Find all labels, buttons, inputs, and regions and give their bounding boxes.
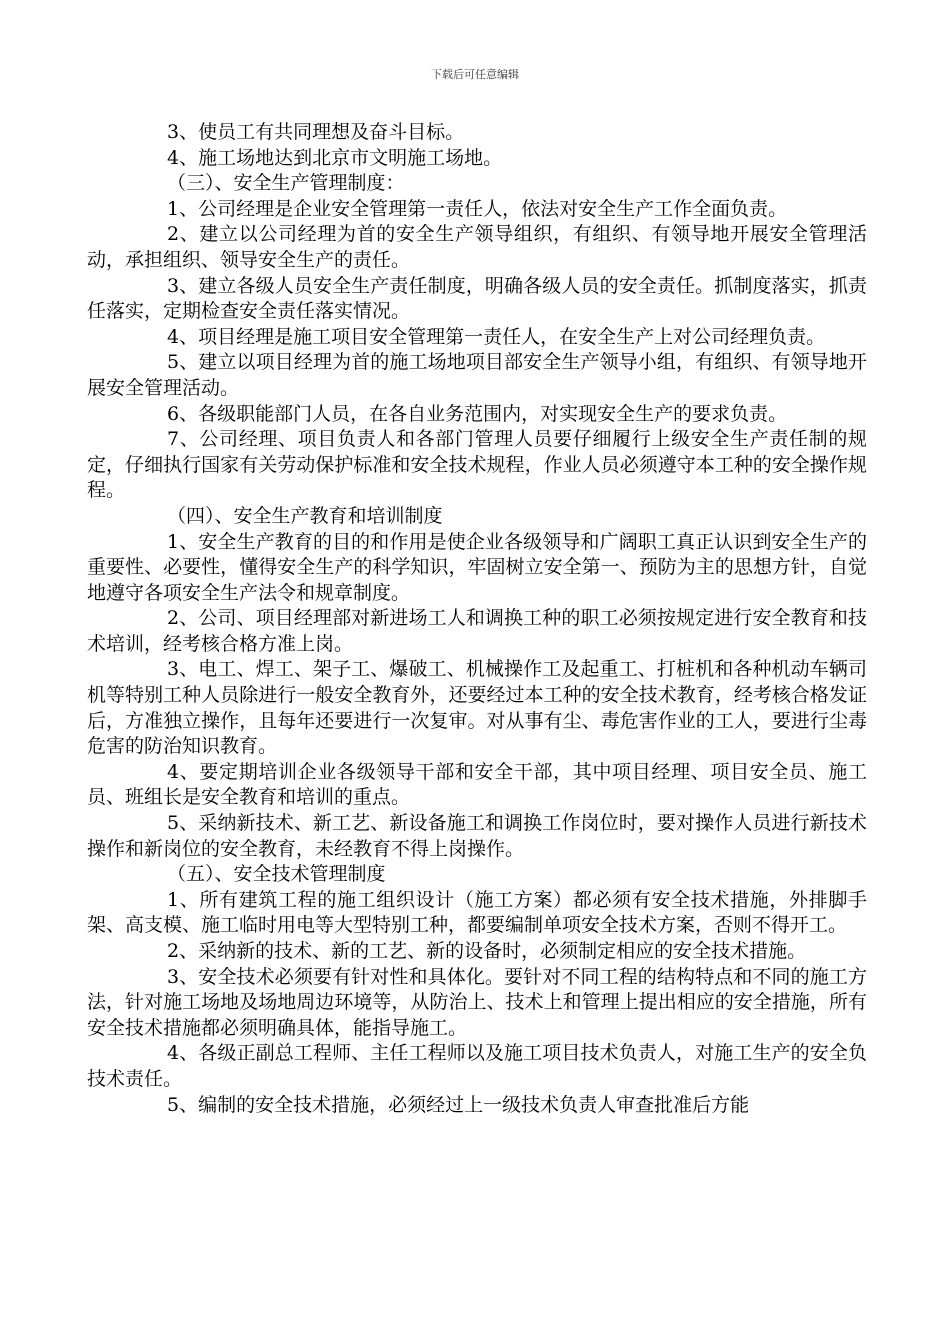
paragraph: 4、项目经理是施工项目安全管理第一责任人，在安全生产上对公司经理负责。 xyxy=(167,325,826,348)
paragraph: 5、建立以项目经理为首的施工场地项目部安全生产领导小组，有组织、有领导地开展安全管理活动。 xyxy=(87,351,867,399)
paragraph: 2、公司、项目经理部对新进场工人和调换工种的职工必须按规定进行安全教育和技术培训，经考核合格方准上岗。 xyxy=(87,607,867,655)
section-heading: （五）、安全技术管理制度 xyxy=(167,863,386,886)
paragraph: 4、施工场地达到北京市文明施工场地。 xyxy=(167,146,503,169)
paragraph: 2、采纳新的技术、新的工艺、新的设备时，必须制定相应的安全技术措施。 xyxy=(167,940,807,962)
paragraph: 1、所有建筑工程的施工组织设计（施工方案）都必须有安全技术措施，外排脚手架、高支模、施工临时用电等大型特别工种，都要编制单项安全技术方案，否则不得开工。 xyxy=(87,888,867,937)
paragraph: 3、使员工有共同理想及奋斗目标。 xyxy=(167,121,465,143)
paragraph: 4、各级正副总工程师、主任工程师以及施工项目技术负责人，对施工生产的安全负技术责任。 xyxy=(87,1042,867,1090)
paragraph: 7、公司经理、项目负责人和各部门管理人员要仔细履行上级安全生产责任制的规定，仔细执行国家有关劳动保护标准和安全技术规程，作业人员必须遵守本工种的安全操作规程。 xyxy=(87,428,867,502)
paragraph: 3、电工、焊工、架子工、爆破工、机械操作工及起重工、打桩机和各种机动车辆司机等特别工种人员除进行一般安全教育外，还要经过本工种的安全技术教育，经考核合格发证后，方准独立操作，且每年还要进行一次复审。对从事有尘、毒危害作业的工人，要进行尘毒危害的防治知识教育。 xyxy=(87,658,867,758)
section-heading: （四）、安全生产教育和培训制度 xyxy=(167,504,443,527)
paragraph: 1、公司经理是企业安全管理第一责任人，依法对安全生产工作全面负责。 xyxy=(167,197,788,220)
document-body xyxy=(87,120,867,1118)
paragraph: 2、建立以公司经理为首的安全生产领导组织，有组织、有领导地开展安全管理活动，承担组织、领导安全生产的责任。 xyxy=(87,223,867,271)
paragraph: 3、建立各级人员安全生产责任制度，明确各级人员的安全责任。抓制度落实，抓责任落实，定期检查安全责任落实情况。 xyxy=(87,274,867,323)
paragraph: 5、编制的安全技术措施，必须经过上一级技术负责人审查批准后方能 xyxy=(167,1093,750,1116)
paragraph: 3、安全技术必须要有针对性和具体化。要针对不同工程的结构特点和不同的施工方法，针对施工场地及场地周边环境等，从防治上、技术上和管理上提出相应的安全措施，所有安全技术措施都必须明确具体，能指导施工。 xyxy=(87,965,867,1039)
paragraph: 6、各级职能部门人员，在各自业务范围内，对实现安全生产的要求负责。 xyxy=(167,402,788,425)
paragraph: 5、采纳新技术、新工艺、新设备施工和调换工作岗位时，要对操作人员进行新技术操作和新岗位的安全教育，未经教育不得上岗操作。 xyxy=(87,812,867,860)
section-heading: （三）、安全生产管理制度： xyxy=(167,172,405,195)
page-header: 下载后可任意编辑 xyxy=(431,68,519,81)
paragraph: 4、要定期培训企业各级领导干部和安全干部，其中项目经理、项目安全员、施工员、班组长是安全教育和培训的重点。 xyxy=(87,760,867,809)
paragraph: 1、安全生产教育的目的和作用是使企业各级领导和广阔职工真正认识到安全生产的重要性、必要性，懂得安全生产的科学知识，牢固树立安全第一、预防为主的思想方针，自觉地遵守各项安全生产法令和规章制度。 xyxy=(87,530,867,604)
